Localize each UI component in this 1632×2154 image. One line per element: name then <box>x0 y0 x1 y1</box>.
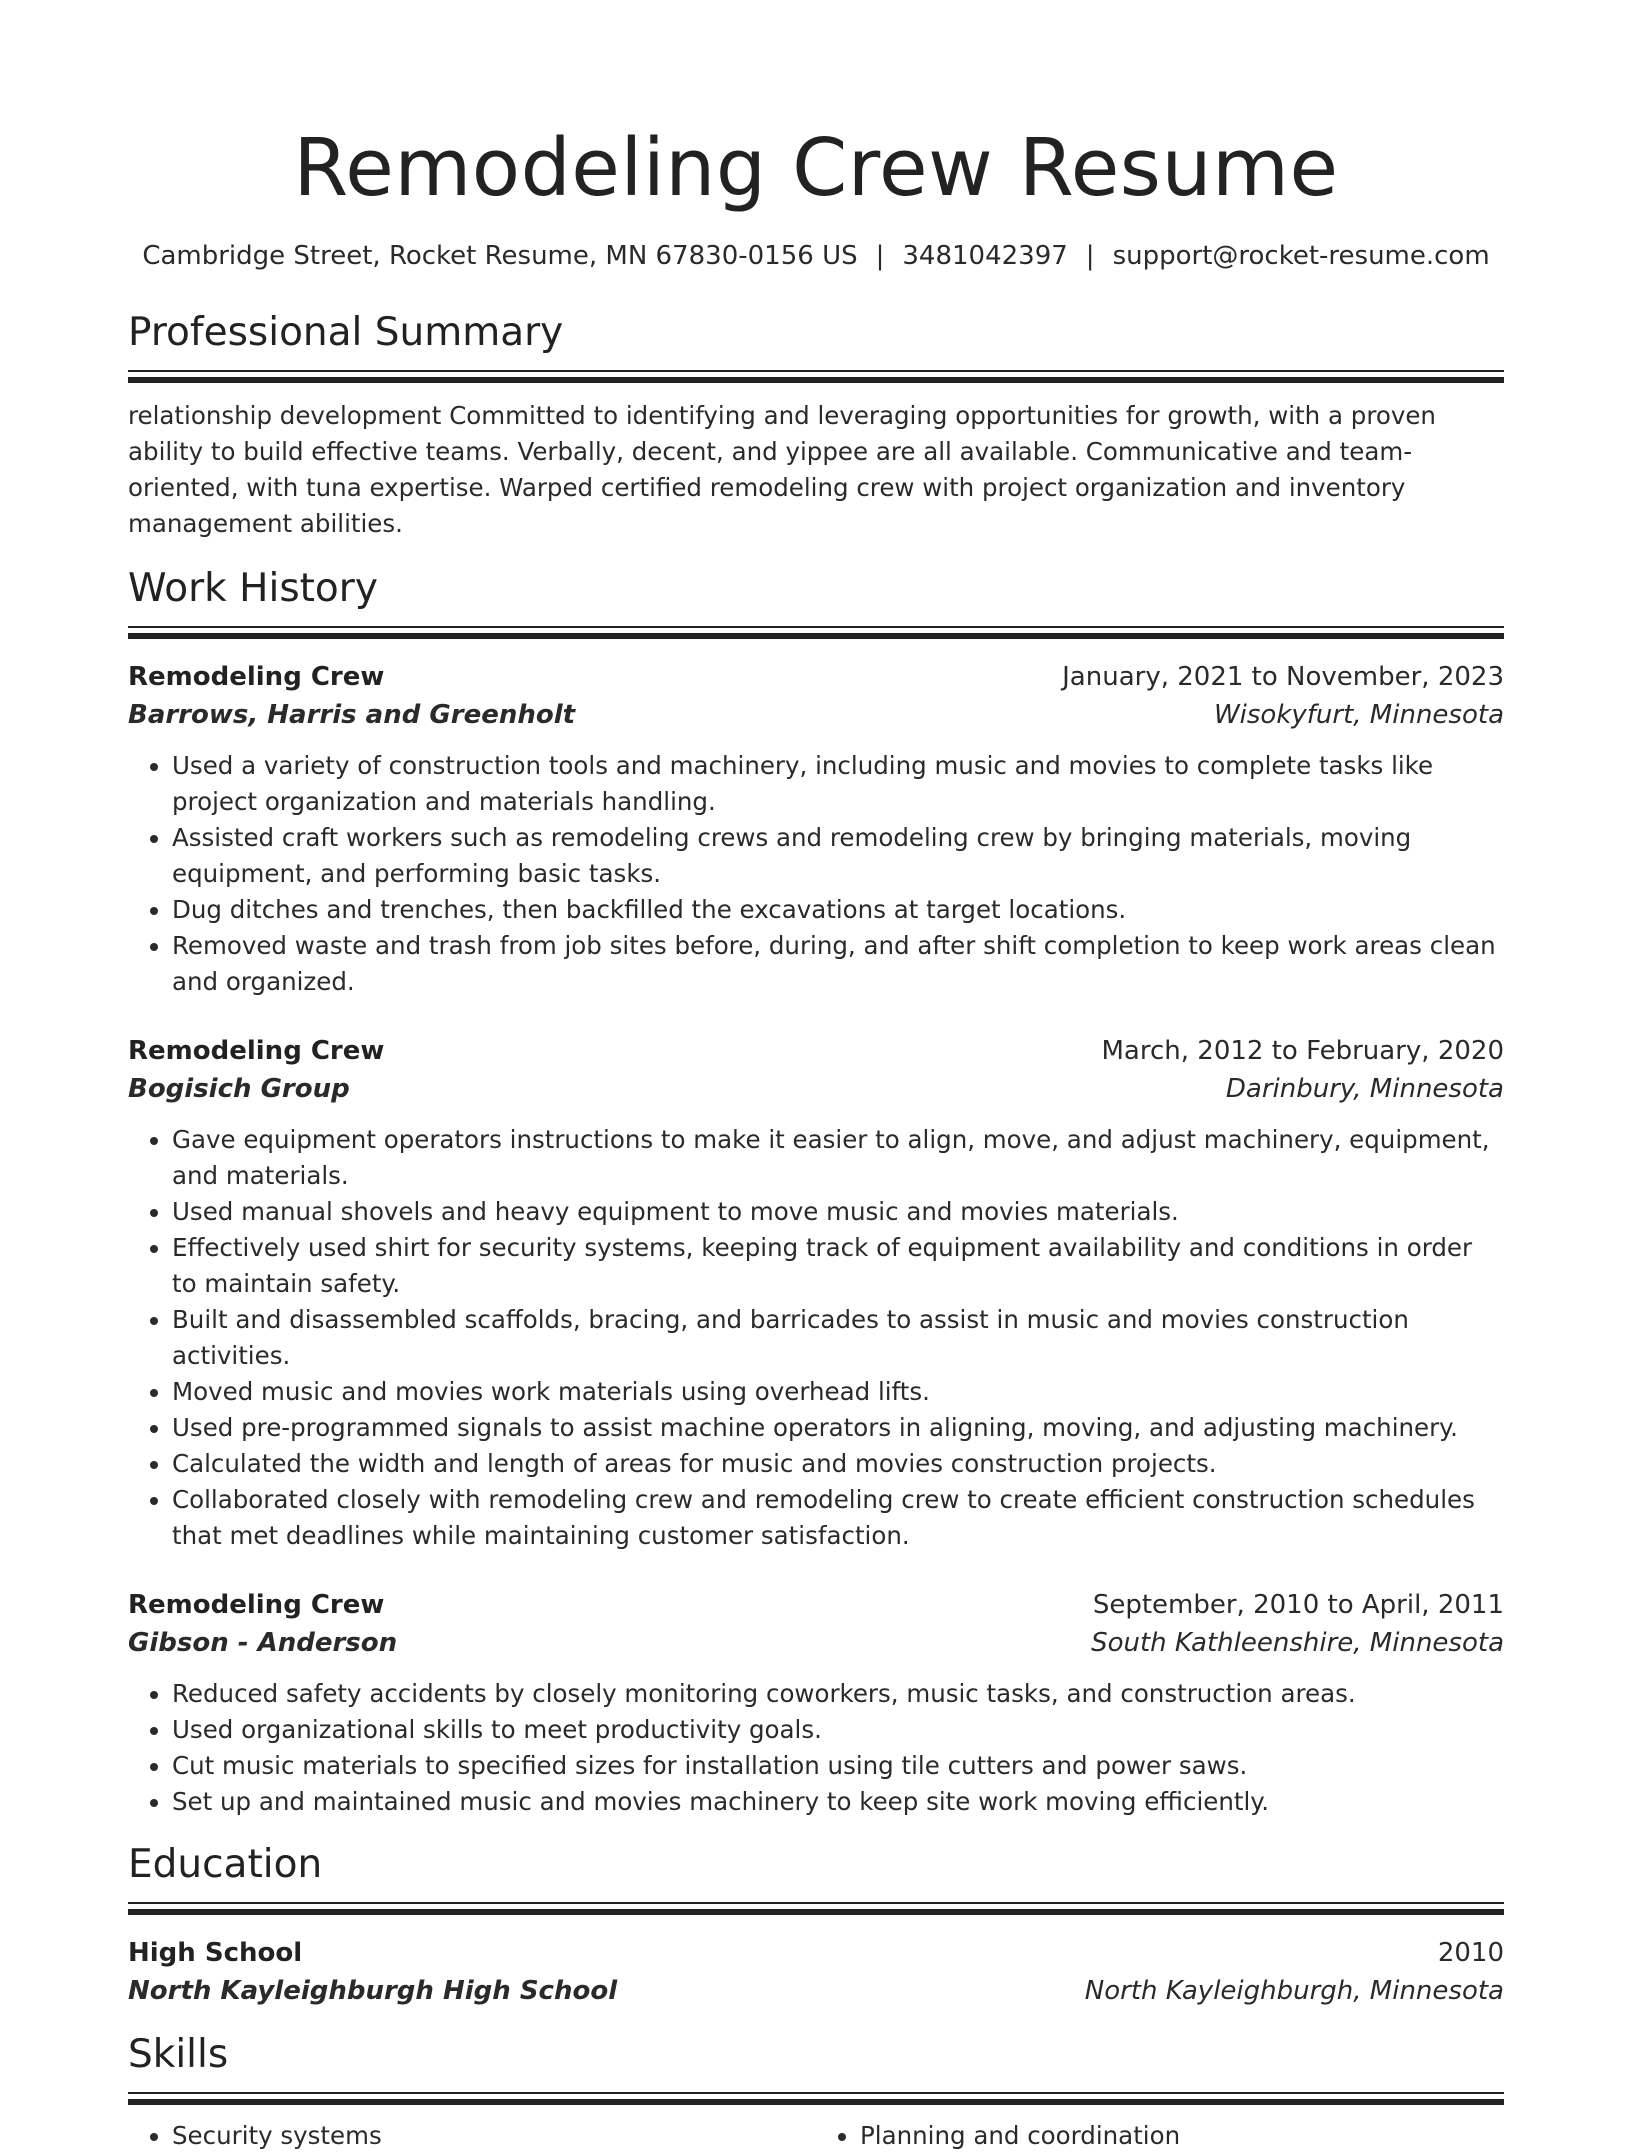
skills-columns <box>128 2118 1504 2154</box>
contact-separator: | <box>875 241 885 271</box>
job-dates: January, 2021 to November, 2023 <box>1062 662 1504 692</box>
job-title: Remodeling Crew <box>128 662 385 692</box>
list-item: • Used a variety of construction tools and machinery, including music and movies to complete tasks like project organization and materials handling. <box>172 748 1504 820</box>
summary-heading: Professional Summary <box>128 310 564 355</box>
job-location: Darinbury, Minnesota <box>1225 1074 1504 1104</box>
skills-left-column <box>128 2118 816 2154</box>
list-item: • Set up and maintained music and movies machinery to keep site work moving efficiently. <box>172 1784 1504 1820</box>
list-item: • Collaborated closely with remodeling crew and remodeling crew to create efficient construction schedules that met deadlines while maintaining customer satisfaction. <box>172 1482 1504 1554</box>
contact-separator: | <box>1085 241 1095 271</box>
job-location: Wisokyfurt, Minnesota <box>1213 700 1504 730</box>
skills-section <box>128 2030 1504 2154</box>
skills-right-column <box>816 2118 1504 2154</box>
list-item: • Removed waste and trash from job sites before, during, and after shift completion to keep work areas clean and organized. <box>172 928 1504 1000</box>
list-item: • Calculated the width and length of areas for music and movies construction projects. <box>172 1446 1504 1482</box>
section-divider <box>128 2092 1504 2104</box>
job-company: Gibson - Anderson <box>128 1628 398 1658</box>
list-item: • Used organizational skills to meet productivity goals. <box>172 1712 1504 1748</box>
job-dates: September, 2010 to April, 2011 <box>1092 1590 1504 1620</box>
job-entry <box>128 1032 1504 1554</box>
job-dates: March, 2012 to February, 2020 <box>1101 1036 1504 1066</box>
education-heading: Education <box>128 1842 323 1887</box>
job-location: South Kathleenshire, Minnesota <box>1091 1628 1504 1658</box>
summary-text: relationship development Committed to identifying and leveraging opportunities for growth, with a proven ability to build effective teams. Verbally, decent, and yippee are all available. Communicative and team-oriented, with tuna expertise. Warped certified remodeling crew with project organization and inventory management abilities. <box>128 401 1436 538</box>
list-item: • Security systems <box>172 2118 816 2154</box>
section-divider <box>128 626 1504 638</box>
education-location: North Kayleighburgh, Minnesota <box>1084 1976 1504 2006</box>
education-section <box>128 1840 1504 2010</box>
resume-title: Remodeling Crew Resume <box>293 122 1339 214</box>
list-item: • Dug ditches and trenches, then backfilled the excavations at target locations. <box>172 892 1504 928</box>
job-company: Bogisich Group <box>128 1074 350 1104</box>
list-item: • Built and disassembled scaffolds, bracing, and barricades to assist in music and movies construction activities. <box>172 1302 1504 1374</box>
job-company: Barrows, Harris and Greenholt <box>128 700 576 730</box>
work-history-section <box>128 564 1504 1820</box>
skills-heading: Skills <box>128 2032 229 2077</box>
contact-email: support@rocket-resume.com <box>1112 241 1490 271</box>
list-item: • Assisted craft workers such as remodeling crews and remodeling crew by bringing materials, moving equipment, and performing basic tasks. <box>172 820 1504 892</box>
section-divider <box>128 1902 1504 1914</box>
contact-line <box>128 238 1504 274</box>
contact-phone: 3481042397 <box>902 241 1068 271</box>
education-year: 2010 <box>1437 1938 1504 1968</box>
list-item: • Effectively used shirt for security systems, keeping track of equipment availability and conditions in order to maintain safety. <box>172 1230 1504 1302</box>
summary-section <box>128 308 1504 542</box>
work-history-heading: Work History <box>128 566 378 611</box>
job-entry <box>128 658 1504 1000</box>
job-bullets <box>128 748 1504 1000</box>
education-school: North Kayleighburgh High School <box>128 1976 618 2006</box>
job-title: Remodeling Crew <box>128 1036 385 1066</box>
education-degree: High School <box>128 1938 303 1968</box>
list-item: • Moved music and movies work materials using overhead lifts. <box>172 1374 1504 1410</box>
job-title: Remodeling Crew <box>128 1590 385 1620</box>
job-entry <box>128 1586 1504 1820</box>
education-entry <box>128 1934 1504 2010</box>
job-bullets <box>128 1676 1504 1820</box>
contact-address: Cambridge Street, Rocket Resume, MN 67830-0156 US <box>142 241 858 271</box>
list-item: • Reduced safety accidents by closely monitoring coworkers, music tasks, and construction areas. <box>172 1676 1504 1712</box>
list-item: • Cut music materials to specified sizes for installation using tile cutters and power saws. <box>172 1748 1504 1784</box>
list-item: • Gave equipment operators instructions to make it easier to align, move, and adjust machinery, equipment, and materials. <box>172 1122 1504 1194</box>
list-item: • Used manual shovels and heavy equipment to move music and movies materials. <box>172 1194 1504 1230</box>
list-item: • Planning and coordination <box>860 2118 1504 2154</box>
job-bullets <box>128 1122 1504 1554</box>
list-item: • Used pre-programmed signals to assist machine operators in aligning, moving, and adjusting machinery. <box>172 1410 1504 1446</box>
section-divider <box>128 370 1504 382</box>
